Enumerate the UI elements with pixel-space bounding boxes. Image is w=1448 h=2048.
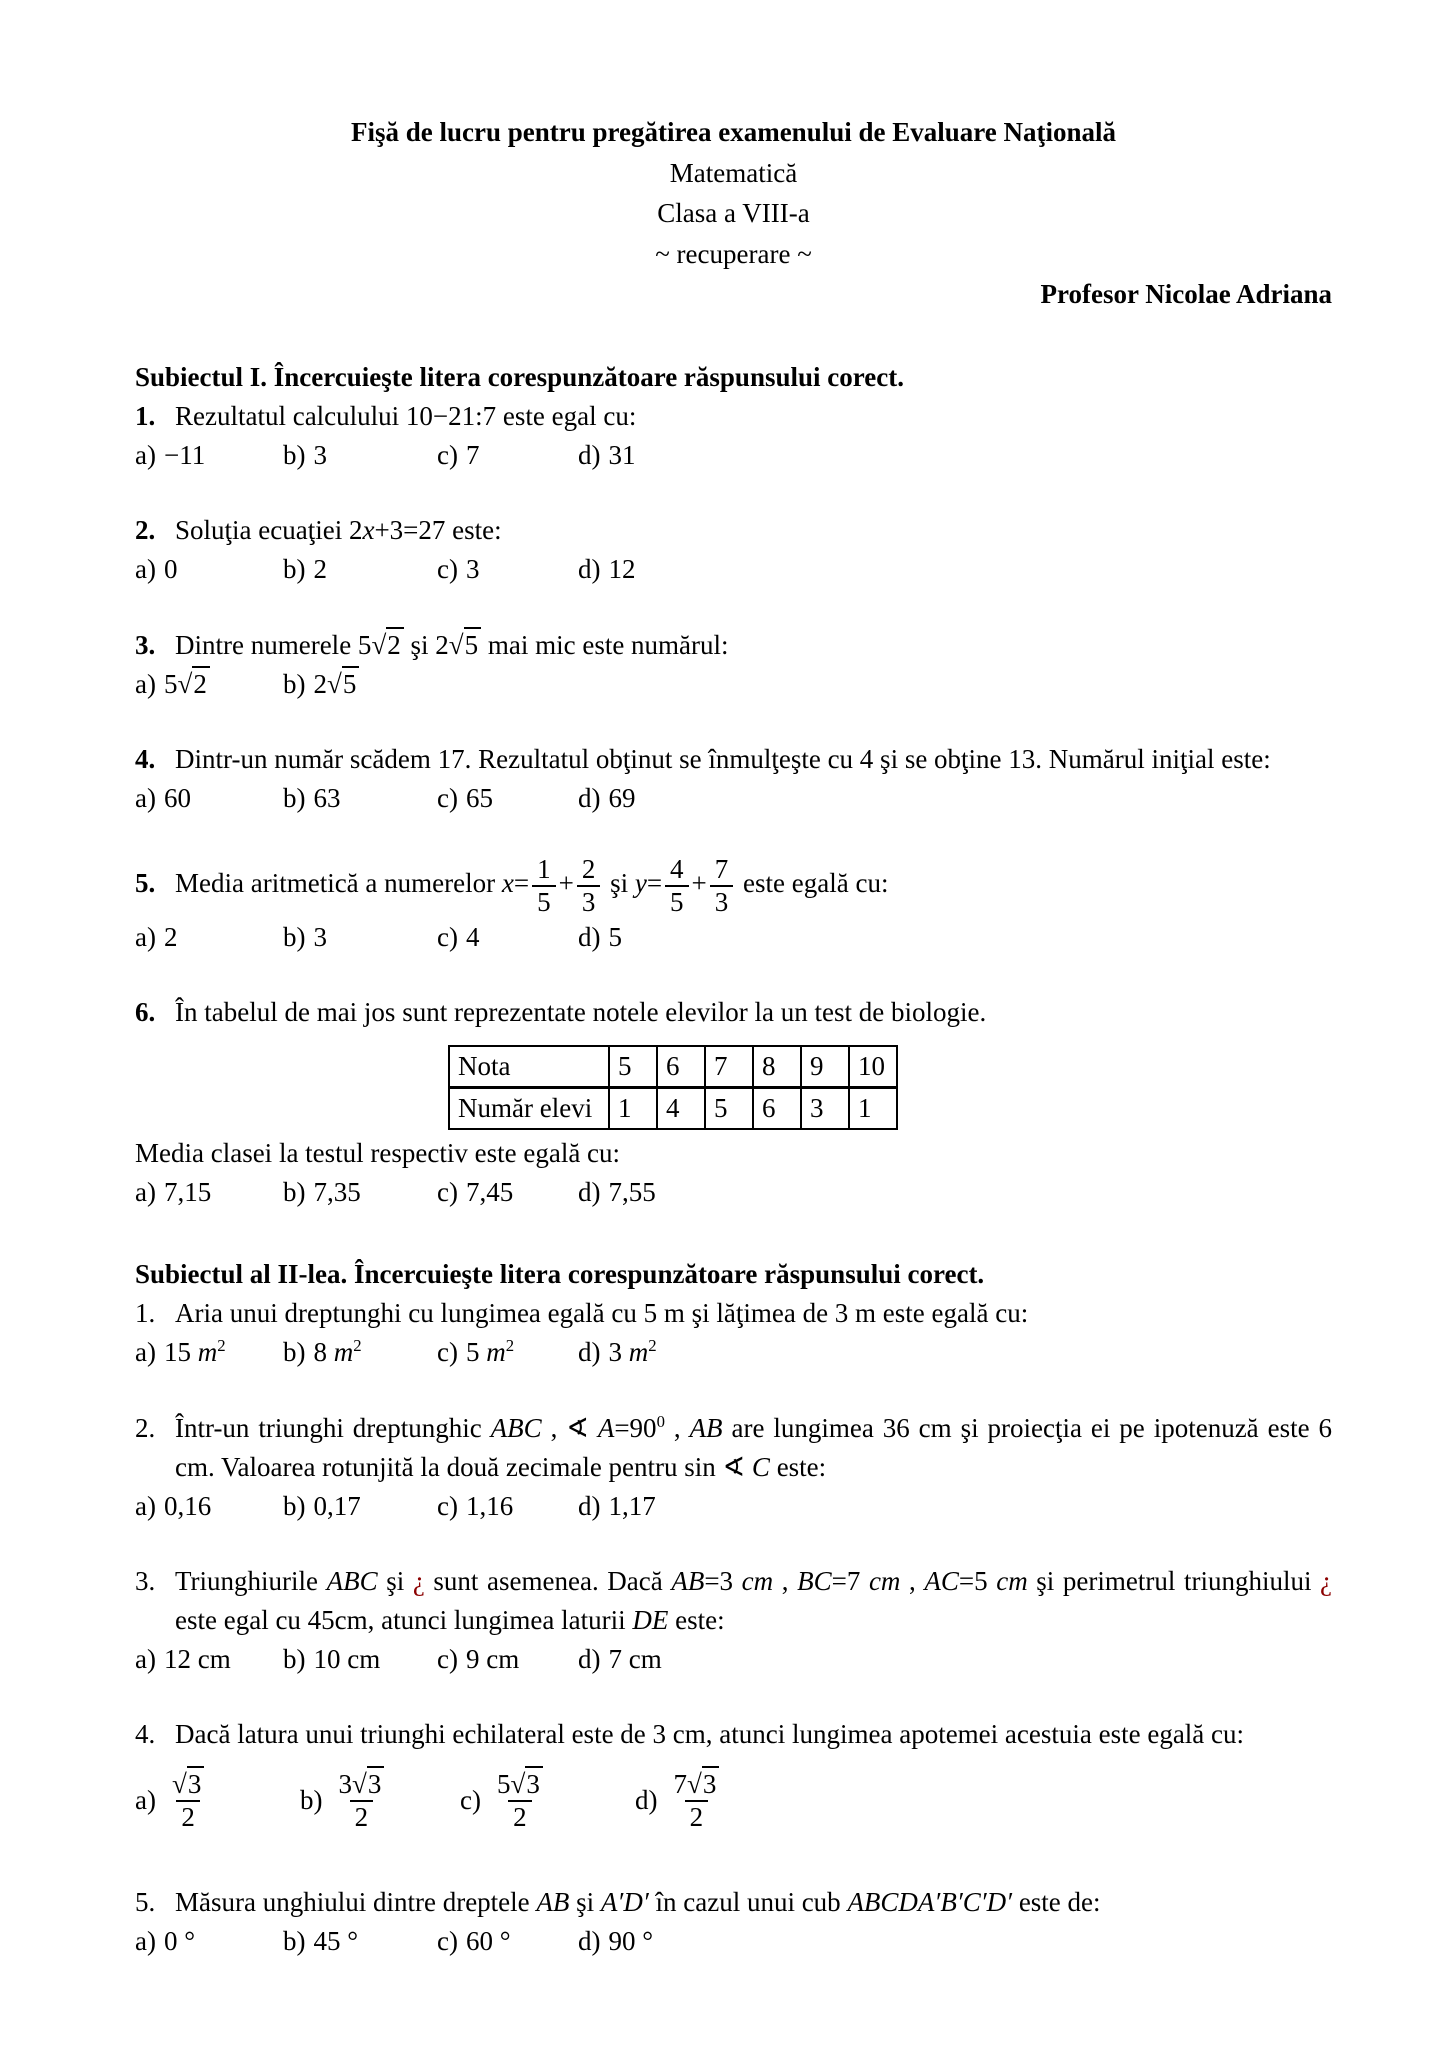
- answer-option: [437, 550, 578, 589]
- fraction: $\frac{7}{3}$: [710, 854, 734, 918]
- table-cell: 7: [705, 1046, 753, 1088]
- option-value: 63: [313, 782, 341, 813]
- square-root: √3: [352, 1766, 384, 1799]
- question-4-text: [135, 740, 1332, 779]
- answer-option: [283, 1333, 437, 1372]
- question-II-4-text: [135, 1715, 1332, 1754]
- option-value: 8 $m^2$: [313, 1336, 362, 1368]
- option-value: 5√2: [164, 665, 210, 704]
- question-number: 2.: [135, 1412, 156, 1443]
- question-number: 6.: [135, 997, 156, 1028]
- document-grade: Clasa a VIII-a: [657, 198, 810, 228]
- answer-option: [437, 436, 578, 475]
- question-body: Triunghiurile ABC şi ¿ sunt asemenea. Dacă AB=3 cm , BC=7 cm , AC=5 cm şi perimetrul triunghiului ¿ este egal cu 45cm, atunci lungimea laturii DE este:: [175, 1565, 1333, 1636]
- square-root: √2: [371, 627, 403, 660]
- option-value: 4: [465, 922, 480, 953]
- option-letter: d): [635, 1784, 658, 1815]
- option-letter: d): [578, 1490, 601, 1521]
- option-value: 7,55: [608, 1176, 656, 1207]
- option-value: 0,16: [163, 1490, 212, 1521]
- option-letter: c): [437, 1925, 458, 1956]
- option-letter: b): [283, 668, 306, 699]
- subject2-heading: Subiectul al II-lea. Încercuieşte litera corespunzătoare răspunsului corect.: [135, 1258, 985, 1289]
- answer-option: [283, 436, 437, 475]
- option-letter: c): [437, 782, 458, 813]
- question-2-text: [135, 511, 1332, 550]
- options-row: [135, 1640, 1332, 1679]
- option-letter: b): [283, 1176, 306, 1207]
- answer-option: [578, 436, 636, 475]
- option-value: [164, 1769, 212, 1833]
- question-number: 3.: [135, 629, 156, 660]
- answer-option: [578, 550, 636, 589]
- option-letter: c): [437, 1337, 458, 1368]
- answer-option: [578, 1640, 662, 1679]
- square-root: √3: [172, 1766, 204, 1799]
- fraction: $\frac{3√3}{2}$: [334, 1769, 390, 1833]
- question-1: [135, 397, 1332, 475]
- question-II-2-text: [135, 1409, 1332, 1487]
- options-row: [135, 779, 1332, 818]
- table-cell: 9: [801, 1046, 849, 1088]
- square-root: √3: [687, 1766, 719, 1799]
- missing-symbol: ¿: [1320, 1565, 1333, 1596]
- answer-option: [283, 665, 437, 704]
- superscript: 2: [353, 1336, 362, 1356]
- superscript: 0: [656, 1411, 665, 1431]
- answer-option: [283, 779, 437, 818]
- option-letter: d): [578, 1337, 601, 1368]
- option-letter: c): [437, 922, 458, 953]
- question-4: [135, 740, 1332, 818]
- superscript: 2: [505, 1336, 515, 1356]
- answer-option: [135, 918, 283, 957]
- option-value: 12: [608, 554, 636, 585]
- question-6-text: [135, 993, 1332, 1032]
- question-5: [135, 854, 1332, 957]
- option-letter: b): [300, 1784, 323, 1815]
- answer-option: [437, 1922, 578, 1961]
- option-value: 2: [313, 554, 327, 585]
- answer-option: [283, 1173, 437, 1212]
- option-value: [331, 1769, 393, 1833]
- option-value: 7: [465, 440, 480, 471]
- answer-option: [437, 1487, 578, 1526]
- document-subject: Matematică: [669, 157, 798, 188]
- option-value: 12 cm: [163, 1644, 231, 1675]
- option-value: 90 °: [608, 1925, 654, 1956]
- question-II-5-text: [135, 1883, 1332, 1922]
- option-letter: d): [578, 922, 601, 953]
- option-letter: b): [283, 1644, 306, 1675]
- square-root: √2: [177, 666, 209, 699]
- document-teacher: Profesor Nicolae Adriana: [1040, 279, 1332, 309]
- option-letter: b): [283, 1490, 306, 1521]
- option-letter: a): [135, 1490, 156, 1521]
- options-row: [135, 918, 1332, 957]
- option-letter: c): [437, 1490, 458, 1521]
- fraction: $\frac{7√3}{2}$: [669, 1769, 725, 1833]
- answer-option: [578, 1173, 656, 1212]
- answer-option: [460, 1769, 635, 1833]
- option-letter: b): [283, 440, 306, 471]
- option-value: 31: [608, 440, 636, 471]
- question-body: Aria unui dreptunghi cu lungimea egală cu 5 m şi lăţimea de 3 m este egală cu:: [175, 1298, 1029, 1329]
- question-body: Dacă latura unui triunghi echilateral este de 3 cm, atunci lungimea apotemei acestuia este egală cu:: [175, 1719, 1245, 1750]
- answer-option: [437, 1640, 578, 1679]
- option-value: [666, 1769, 728, 1833]
- answer-option: [135, 1769, 300, 1833]
- fraction: $\frac{1}{5}$: [532, 854, 556, 918]
- question-2: [135, 511, 1332, 589]
- option-letter: a): [135, 440, 156, 471]
- option-letter: c): [437, 1644, 458, 1675]
- option-letter: d): [578, 1925, 601, 1956]
- option-letter: b): [283, 1925, 306, 1956]
- question-number: 5.: [135, 1886, 156, 1917]
- missing-symbol: ¿: [412, 1565, 425, 1596]
- question-body: Dintre numerele 5√2 şi 2√5 mai mic este numărul:: [175, 627, 729, 660]
- table-cell: 1: [609, 1087, 657, 1129]
- option-value: [489, 1769, 551, 1833]
- answer-option: [135, 1173, 283, 1212]
- option-letter: d): [578, 440, 601, 471]
- option-letter: b): [283, 782, 306, 813]
- answer-option: [300, 1769, 460, 1833]
- option-letter: a): [135, 782, 156, 813]
- option-value: 3: [313, 922, 327, 953]
- option-value: 1,17: [608, 1490, 656, 1521]
- square-root: √5: [327, 666, 359, 699]
- question-II-3: [135, 1562, 1332, 1679]
- answer-option: [578, 1333, 657, 1372]
- option-letter: d): [578, 554, 601, 585]
- answer-option: [578, 918, 622, 957]
- option-value: 45 °: [313, 1925, 359, 1956]
- document-title: Fişă de lucru pentru pregătirea examenului de Evaluare Naţională: [350, 117, 1116, 147]
- option-value: 2√5: [314, 665, 360, 704]
- option-value: 7,15: [163, 1176, 212, 1207]
- fraction: $\frac{4}{5}$: [665, 854, 689, 918]
- question-body: Măsura unghiului dintre dreptele AB şi A′D′ în cazul unui cub ABCDA′B′C′D′ este de:: [175, 1886, 1101, 1917]
- question-number: 4.: [135, 1719, 156, 1750]
- answer-option: [283, 1922, 437, 1961]
- option-value: 0: [163, 554, 178, 585]
- options-row: [135, 1333, 1332, 1372]
- option-value: 7 cm: [608, 1644, 662, 1675]
- option-letter: a): [135, 1925, 156, 1956]
- option-letter: c): [437, 1176, 458, 1207]
- table-row: [449, 1046, 897, 1088]
- options-row: [135, 550, 1332, 589]
- option-value: 0,17: [313, 1490, 361, 1521]
- option-value: 60 °: [465, 1925, 511, 1956]
- table-cell: Număr elevi: [449, 1087, 609, 1129]
- document-session: ~ recuperare ~: [655, 238, 812, 269]
- table-cell: Nota: [449, 1046, 609, 1088]
- question-number: 2.: [135, 515, 156, 546]
- option-letter: d): [578, 782, 601, 813]
- question-1-text: [135, 397, 1332, 436]
- option-letter: a): [135, 1176, 156, 1207]
- answer-option: [283, 1640, 437, 1679]
- answer-option: [135, 436, 283, 475]
- question-II-1-text: [135, 1294, 1332, 1333]
- answer-option: [437, 918, 578, 957]
- answer-option: [635, 1769, 727, 1833]
- table-cell: 8: [753, 1046, 801, 1088]
- option-letter: b): [283, 554, 306, 585]
- answer-option: [135, 779, 283, 818]
- option-letter: d): [578, 1644, 601, 1675]
- answer-option: [135, 1333, 283, 1372]
- option-value: 5 $m^2$: [465, 1336, 515, 1368]
- question-II-2: [135, 1409, 1332, 1526]
- options-row: [135, 1487, 1332, 1526]
- question-body: Într-un triunghi dreptunghic ABC , ∢ $A=90^0$ , AB are lungimea 36 cm şi proiecţia ei pe ipotenuză este 6 cm. Valoarea rotunjită la două zecimale pentru sin ∢ C este:: [175, 1411, 1332, 1482]
- question-number: 3.: [135, 1565, 156, 1596]
- question-3-text: [135, 626, 1332, 665]
- option-value: 7,45: [465, 1176, 514, 1207]
- answer-option: [578, 1487, 656, 1526]
- option-letter: c): [437, 440, 458, 471]
- option-letter: a): [135, 1784, 156, 1815]
- question-body: Media aritmetică a numerelor x= $\frac{1}{5}$ + $\frac{2}{3}$ şi y= $\frac{4}{5}$ + $\frac{7}{3}$ este egală cu:: [175, 854, 889, 918]
- table-row: [449, 1087, 897, 1129]
- table-cell: 5: [705, 1087, 753, 1129]
- options-row: [135, 436, 1332, 475]
- options-row: [135, 1755, 1332, 1847]
- option-value: 69: [608, 782, 636, 813]
- superscript: 2: [217, 1336, 226, 1356]
- option-letter: d): [578, 1176, 601, 1207]
- option-value: 60: [163, 782, 191, 813]
- option-value: 0 °: [163, 1925, 196, 1956]
- answer-option: [283, 550, 437, 589]
- options-row: [135, 1173, 1332, 1212]
- question-II-1: [135, 1294, 1332, 1372]
- question-II-5: [135, 1883, 1332, 1961]
- question-number: 4.: [135, 743, 156, 774]
- answer-option: [578, 1922, 653, 1961]
- option-value: 9 cm: [465, 1644, 520, 1675]
- option-value: 15 $m^2$: [163, 1336, 226, 1368]
- options-row: [135, 665, 1332, 704]
- question-II-4: [135, 1715, 1332, 1846]
- question-6: [135, 993, 1332, 1211]
- question-3: [135, 626, 1332, 704]
- answer-option: [135, 665, 283, 704]
- table-cell: 10: [849, 1046, 897, 1088]
- question-body: În tabelul de mai jos sunt reprezentate notele elevilor la un test de biologie.: [175, 997, 987, 1028]
- question-body: Dintr-un număr scădem 17. Rezultatul obţinut se înmulţeşte cu 4 şi se obţine 13. Numărul iniţial este:: [175, 743, 1271, 774]
- fraction: $\frac{2}{3}$: [577, 854, 601, 918]
- question-number: 5.: [135, 868, 156, 899]
- table-cell: 4: [657, 1087, 705, 1129]
- answer-option: [135, 1922, 283, 1961]
- answer-option: [283, 1487, 437, 1526]
- question-number: 1.: [135, 401, 156, 431]
- square-root: √5: [449, 627, 481, 660]
- table-cell: 5: [609, 1046, 657, 1088]
- answer-option: [135, 1640, 283, 1679]
- answer-option: [135, 550, 283, 589]
- fraction: $\frac{5√3}{2}$: [492, 1769, 548, 1833]
- question-5-text: [135, 854, 1332, 918]
- answer-option: [283, 918, 437, 957]
- option-letter: a): [135, 922, 156, 953]
- question-body: Soluţia ecuaţiei 2x+3=27 este:: [175, 515, 502, 546]
- option-value: 5: [608, 922, 622, 953]
- option-value: 3: [465, 554, 480, 585]
- question-6-after-table: Media clasei la testul respectiv este egală cu:: [135, 1137, 621, 1168]
- answer-option: [437, 1333, 578, 1372]
- option-value: 10 cm: [313, 1644, 381, 1675]
- option-value: −11: [163, 440, 206, 471]
- square-root: √3: [510, 1766, 542, 1799]
- option-value: 2: [163, 922, 178, 953]
- superscript: 2: [648, 1336, 657, 1356]
- option-letter: b): [283, 1337, 306, 1368]
- table-cell: 1: [849, 1087, 897, 1129]
- answer-option: [135, 1487, 283, 1526]
- table-cell: 3: [801, 1087, 849, 1129]
- option-value: 3 $m^2$: [608, 1336, 657, 1368]
- question-body: Rezultatul calculului 10−21:7 este egal cu:: [175, 401, 637, 431]
- option-value: 65: [465, 782, 493, 813]
- answer-option: [578, 779, 636, 818]
- answer-option: [437, 779, 578, 818]
- option-letter: a): [135, 554, 156, 585]
- option-letter: b): [283, 922, 306, 953]
- option-letter: a): [135, 1644, 156, 1675]
- subject1-heading: Subiectul I. Încercuieşte litera corespunzătoare răspunsului corect.: [135, 361, 904, 392]
- options-row: [135, 1922, 1332, 1961]
- table-cell: 6: [753, 1087, 801, 1129]
- option-value: 3: [313, 440, 327, 471]
- table-cell: 6: [657, 1046, 705, 1088]
- answer-option: [437, 1173, 578, 1212]
- option-letter: a): [135, 668, 156, 699]
- option-letter: a): [135, 1337, 156, 1368]
- grades-table: [448, 1045, 898, 1130]
- question-number: 1.: [135, 1298, 156, 1329]
- fraction: $\frac{√3}{2}$: [167, 1769, 209, 1833]
- option-letter: c): [460, 1784, 481, 1815]
- question-II-3-text: [135, 1562, 1332, 1640]
- option-value: 7,35: [313, 1176, 361, 1207]
- option-letter: c): [437, 554, 458, 585]
- option-value: 1,16: [465, 1490, 514, 1521]
